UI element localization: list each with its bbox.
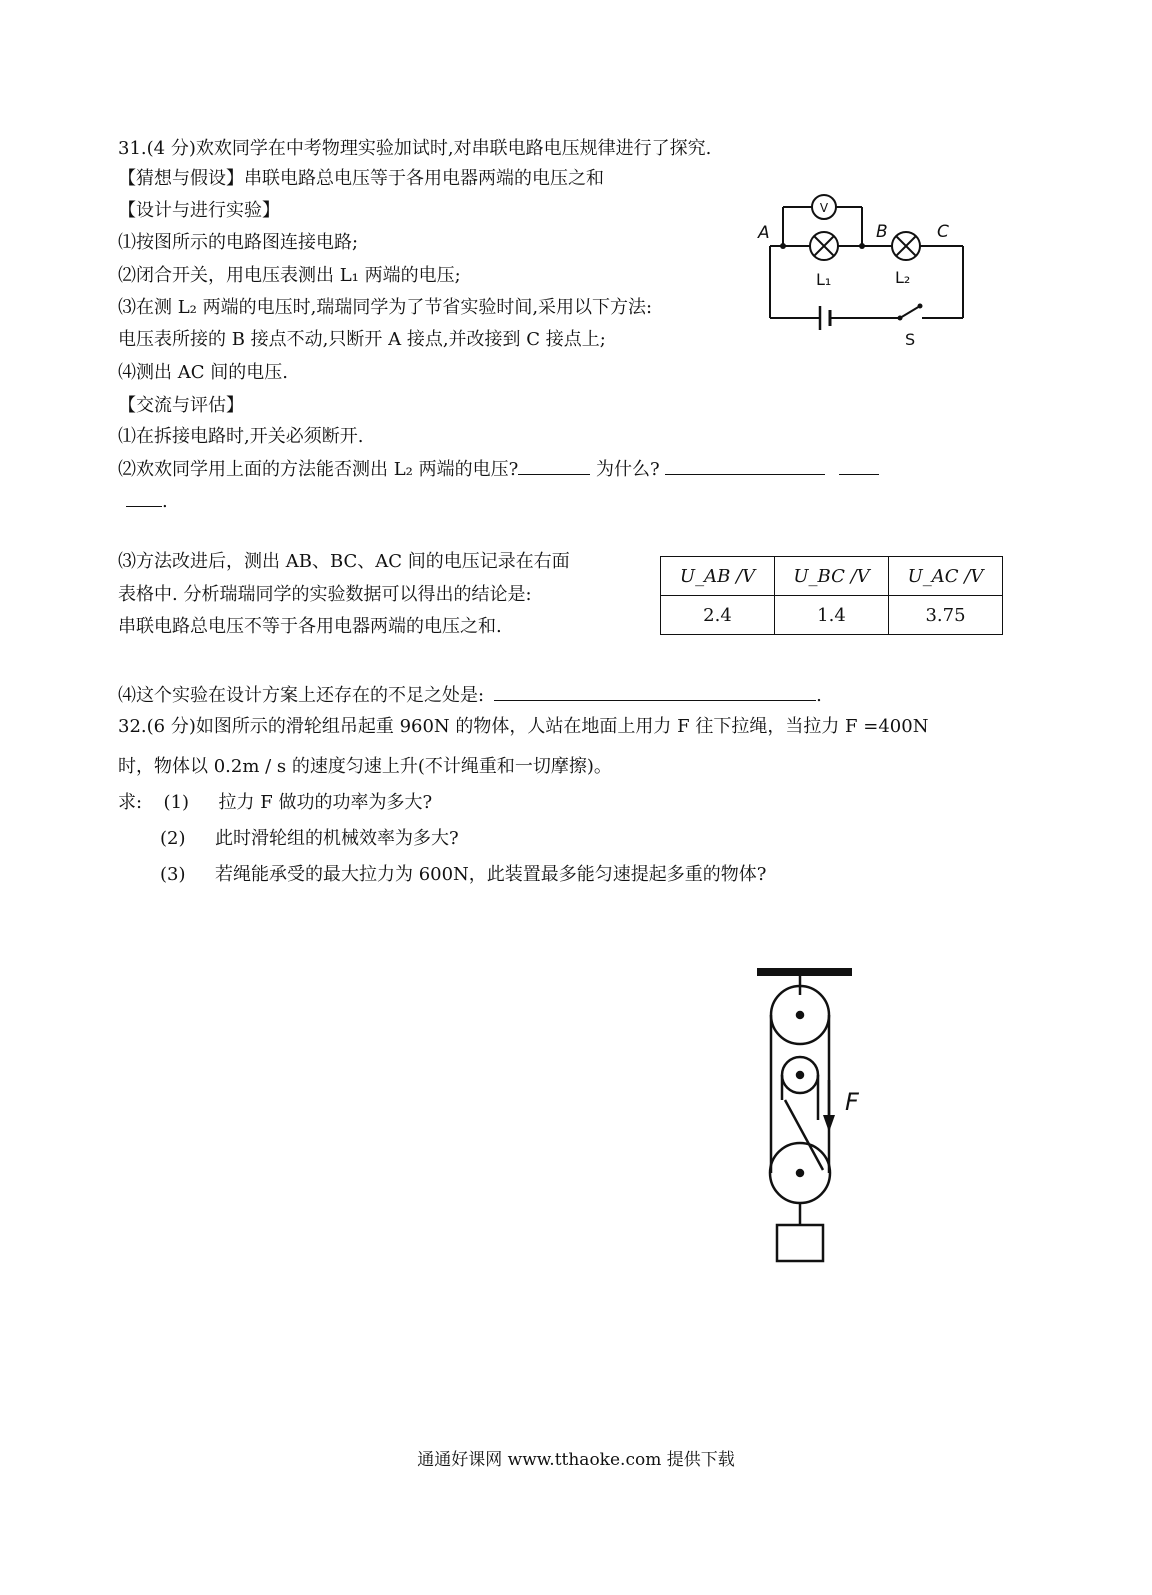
q32-q1-num: (1) [163,792,190,813]
value-uab: 2.4 [661,596,775,635]
q31-step4: ⑷测出 AC 间的电压. [118,362,288,383]
q32-item2 [160,826,459,852]
q31-eval1: ⑴在拆接电路时,开关必须断开. [118,426,364,447]
voltage-table [660,556,1003,635]
q31-intro: 31.(4 分)欢欢同学在中考物理实验加试时,对串联电路电压规律进行了探究. [118,138,712,159]
answer-blank-2[interactable] [665,456,825,475]
answer-blank-2b[interactable] [839,456,879,475]
q31-eval2-end: . [162,491,168,512]
q32-q3: 若绳能承受的最大拉力为 600N，此装置最多能匀速提起多重的物体? [214,864,767,885]
q31-eval2 [118,456,879,483]
q32-line1: 32.(6 分)如图所示的滑轮组吊起重 960N 的物体，人站在地面上用力 F 往下拉绳，当拉力 F =400N [118,716,929,737]
q31-design-heading: 【设计与进行实验】 [118,200,280,221]
lamp-l1-icon [810,232,838,260]
voltmeter-icon [812,195,836,219]
q31-step2: ⑵闭合开关，用电压表测出 L₁ 两端的电压; [118,265,461,286]
header-ubc: U_BC /V [775,557,889,596]
q31-eval2-why: 为什么? [596,459,660,480]
q31-eval2-question: ⑵欢欢同学用上面的方法能否测出 L₂ 两端的电压? [118,459,519,480]
lamp-l2-icon [892,232,920,260]
force-label: F [845,1088,859,1116]
q32-q3-num: (3) [160,864,186,885]
q32-line2: 时，物体以 0.2m / s 的速度匀速上升(不计绳重和一切摩擦)。 [118,756,612,777]
q31-eval2-cont [126,488,168,515]
table-header-row [661,557,1003,596]
label-s: S [905,330,916,349]
circuit-diagram [750,190,980,360]
answer-blank-1[interactable] [518,456,590,475]
value-ubc: 1.4 [775,596,889,635]
label-c: C [937,222,949,242]
q31-eval3-line2: 表格中. 分析瑞瑞同学的实验数据可以得出的结论是: [118,584,532,605]
value-uac: 3.75 [889,596,1003,635]
q31-eval4-end: . [816,685,822,706]
q32-ask-label: 求: [118,792,143,813]
label-l2: L₂ [895,268,911,287]
q32-q2-num: (2) [160,828,186,849]
q31-eval-heading: 【交流与评估】 [118,395,244,416]
svg-text:V: V [819,201,829,215]
q31-eval3-line3: 串联电路总电压不等于各用电器两端的电压之和. [118,616,502,637]
q31-eval4-text: ⑷这个实验在设计方案上还存在的不足之处是: [118,685,485,706]
q31-step3a: ⑶在测 L₂ 两端的电压时,瑞瑞同学为了节省实验时间,采用以下方法: [118,297,653,318]
header-uab: U_AB /V [661,557,775,596]
force-arrow-icon [823,1080,835,1132]
q31-eval3-line1: ⑶方法改进后，测出 AB、BC、AC 间的电压记录在右面 [118,551,570,572]
ceiling-beam [757,968,852,976]
q32-item1 [118,790,432,816]
node-a [780,243,786,249]
node-b [859,243,865,249]
q32-q2: 此时滑轮组的机械效率为多大? [214,828,459,849]
pulley-diagram [745,960,895,1270]
label-b: B [876,222,888,242]
weight-block [777,1225,823,1261]
answer-blank-3[interactable] [126,488,162,507]
q31-step3b: 电压表所接的 B 接点不动,只断开 A 接点,并改接到 C 接点上; [118,329,606,350]
q32-item3 [160,862,766,888]
answer-blank-4[interactable] [494,682,816,701]
q32-q1: 拉力 F 做功的功率为多大? [218,792,433,813]
page-footer: 通通好课网 www.tthaoke.com 提供下载 [417,1450,735,1470]
q31-step1: ⑴按图所示的电路图连接电路; [118,232,359,253]
header-uac: U_AC /V [889,557,1003,596]
label-l1: L₁ [816,270,832,289]
q31-hypothesis: 【猜想与假设】串联电路总电压等于各用电器两端的电压之和 [118,168,604,189]
table-row [661,596,1003,635]
q31-eval4 [118,682,822,709]
label-a: A [758,223,770,243]
